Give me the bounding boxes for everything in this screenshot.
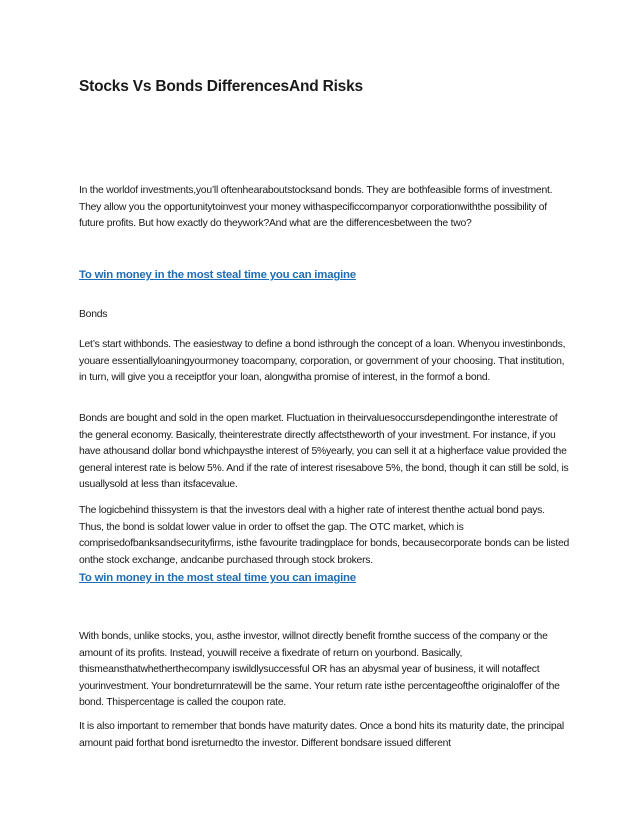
bonds-paragraph-5: It is also important to remember that bonds have maturity dates. Once a bond hits its maturity date, the principal amount paid forthat bond isreturnedto the investor. Different bondsare issued different [79,721,564,749]
bonds-heading: Bonds [79,309,108,320]
promo-link-1[interactable]: To win money in the most steal time you can imagine [79,269,356,281]
bonds-paragraph-2: Bonds are bought and sold in the open market. Fluctuation in theirvaluesoccursdependingonthe interestrate of the general economy. Basically, theinterestrate directly affectstheworth of your investment. For instance, if you have athousand dollar bond whichpaysthe interest of 5%yearly, you can sell it at a higherface value provided the general interest rate is below 5%. And if the rate of interest risesabove 5%, the bond, though it can still be sold, is usuallysold at less than itsfacevalue. [79,413,569,491]
bonds-paragraph-1: Let’s start withbonds. The easiestway to define a bond isthrough the concept of a loan. Whenyou investinbonds, youare essentiallyloaningyourmoney toacompany, corporation, or government of your choosing. That institution, in turn, will give you a receiptfor your loan, alongwitha promise of interest, in the formof a bond. [79,339,566,384]
promo-link-2[interactable]: To win money in the most steal time you can imagine [79,572,356,584]
bonds-paragraph-3: The logicbehind thissystem is that the investors deal with a higher rate of interest thenthe actual bond pays. Thus, the bond is soldat lower value in order to offset the gap. The OTC market, which is comprisedofbanksandsecurityfirms, isthe favourite tradingplace for bonds, becausecorporate bonds can be listed onthe stock exchange, andcanbe purchased through stock brokers. [79,505,570,566]
intro-paragraph: In the worldof investments,you’ll oftenhearaboutstocksand bonds. They are bothfeasible forms of investment. They allow you the opportunitytoinvest your money withaspecificcompanyor corporationwiththe possibility of future profits. But how exactly do theywork?And what are the differencesbetween the two? [79,185,553,230]
page-title: Stocks Vs Bonds DifferencesAnd Risks [79,78,363,95]
bonds-paragraph-4: With bonds, unlike stocks, you, asthe investor, willnot directly benefit fromthe success of the company or the amount of its profits. Instead, youwill receive a fixedrate of return on yourbond. Basically, thismeansthatwhetherthecompany iswildlysuccessful OR has an abysmal year of business, it will notaffect yourinvestment. Your bondreturnratewill be the same. Your return rate isthe percentageofthe originaloffer of the bond. Thispercentage is called the coupon rate. [79,631,560,709]
